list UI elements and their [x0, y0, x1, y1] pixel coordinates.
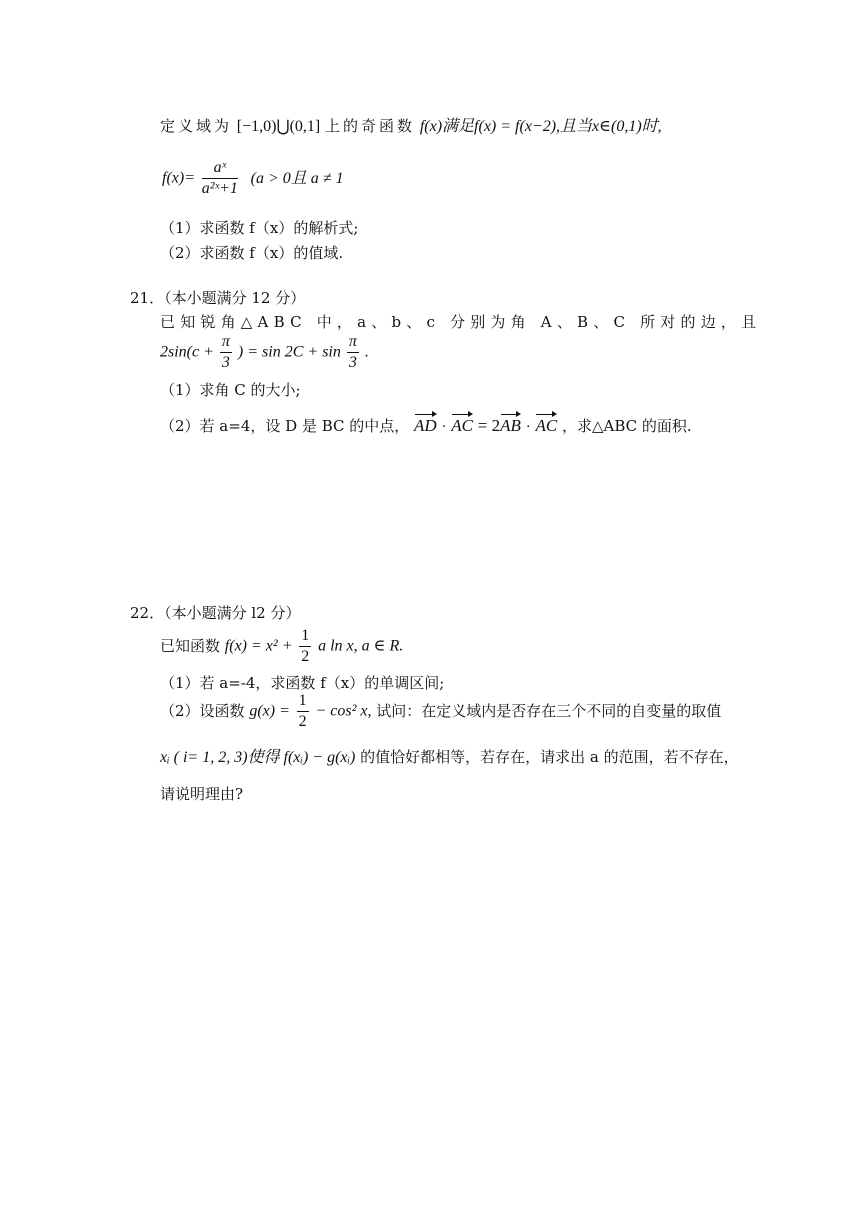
q22-g-den: 2 — [298, 713, 307, 730]
q21-part-2-post: ，求△ABC 的面积. — [561, 417, 692, 435]
q20-func-condition: (a > 0且 a ≠ 1 — [250, 169, 344, 187]
q21-eq-den-2: 3 — [348, 354, 357, 371]
q21-eq-num-2: π — [347, 334, 359, 353]
q22-part-2-post: 试问：在定义域内是否存在三个不同的自变量的取值 — [376, 702, 722, 720]
q21-equation — [160, 334, 369, 371]
q21-vector-ac-1: AC — [451, 412, 473, 436]
q21-dot-1: · — [441, 419, 447, 435]
q21-eq-den-1: 3 — [221, 354, 230, 371]
q22-f-den: 2 — [301, 648, 310, 665]
q22-function — [160, 628, 403, 665]
q21-eq-num-1: π — [220, 334, 232, 353]
q21-equals-two: = 2 — [477, 416, 501, 435]
q20-part-1: （1）求函数 f（x）的解析式; — [160, 219, 359, 237]
q20-func-fraction — [202, 160, 238, 197]
q22-part-2-pre: （2）设函数 — [160, 702, 245, 720]
q21-eq-fraction-1 — [220, 334, 232, 371]
q20-func-denominator: a²ˣ+1 — [201, 180, 238, 197]
q21-vector-ac-2: AC — [535, 412, 557, 436]
q20-condition: f(x)满足f(x) = f(x−2),且当x∈(0,1)时, — [419, 118, 662, 135]
q22-g-def-post: − cos² x, — [315, 702, 372, 720]
q21-dot-2: · — [525, 419, 531, 435]
q20-domain: [−1,0)⋃(0,1] — [236, 118, 321, 135]
q20-part-2: （2）求函数 f（x）的值域. — [160, 244, 344, 262]
q22-intro: 已知函数 — [160, 637, 221, 655]
q21-part-2-pre: （2）若 a=4，设 D 是 BC 的中点， — [160, 417, 410, 435]
q22-f-fraction — [299, 628, 311, 665]
q22-f-num: 1 — [299, 628, 311, 647]
q21-header: 21．（本小题满分 12 分） — [130, 289, 306, 307]
q21-statement: 已知锐角△ABC 中，a、b、c 分别为角 A、B、C 所对的边，且 — [160, 313, 762, 331]
q21-part-1: （1）求角 C 的大小; — [160, 381, 301, 399]
q22-g-fraction — [297, 693, 309, 730]
q22-last-line: 请说明理由? — [160, 785, 244, 803]
q22-xi-condition: xᵢ ( i= 1, 2, 3)使得 f(xᵢ) − g(xᵢ) — [160, 749, 356, 766]
q22-g-num: 1 — [297, 693, 309, 712]
q21-eq-end: . — [364, 343, 369, 361]
q20-func-numerator: aˣ — [202, 160, 238, 179]
q21-vector-ab: AB — [500, 412, 521, 436]
q21-eq-pre: 2sin(c + — [160, 343, 214, 361]
q20-intro-2: 上的奇函数 — [325, 117, 416, 135]
q21-vector-ad: AD — [414, 412, 437, 436]
q21-eq-mid: ) = sin 2C + sin — [237, 343, 341, 361]
q22-existence-line — [160, 747, 739, 768]
q20-intro-1: 定义域为 — [160, 117, 233, 135]
q21-part-2 — [160, 412, 692, 437]
q22-part-1: （1）若 a=-4，求函数 f（x）的单调区间; — [160, 674, 445, 692]
q20-definition-line — [160, 116, 662, 137]
q21-eq-fraction-2 — [347, 334, 359, 371]
q22-g-def-pre: g(x) = — [249, 702, 290, 720]
q22-header: 22．（本小题满分 l2 分） — [130, 604, 301, 622]
q20-function-definition — [162, 160, 344, 197]
q22-existence-rest: 的值恰好都相等，若存在，请求出 a 的范围，若不存在， — [360, 748, 739, 766]
q22-f-def-post: a ln x, a ∈ R. — [318, 637, 404, 655]
q22-part-2 — [160, 693, 721, 730]
q20-func-lhs: f(x)= — [162, 169, 195, 187]
q22-f-def-pre: f(x) = x² + — [224, 637, 293, 655]
